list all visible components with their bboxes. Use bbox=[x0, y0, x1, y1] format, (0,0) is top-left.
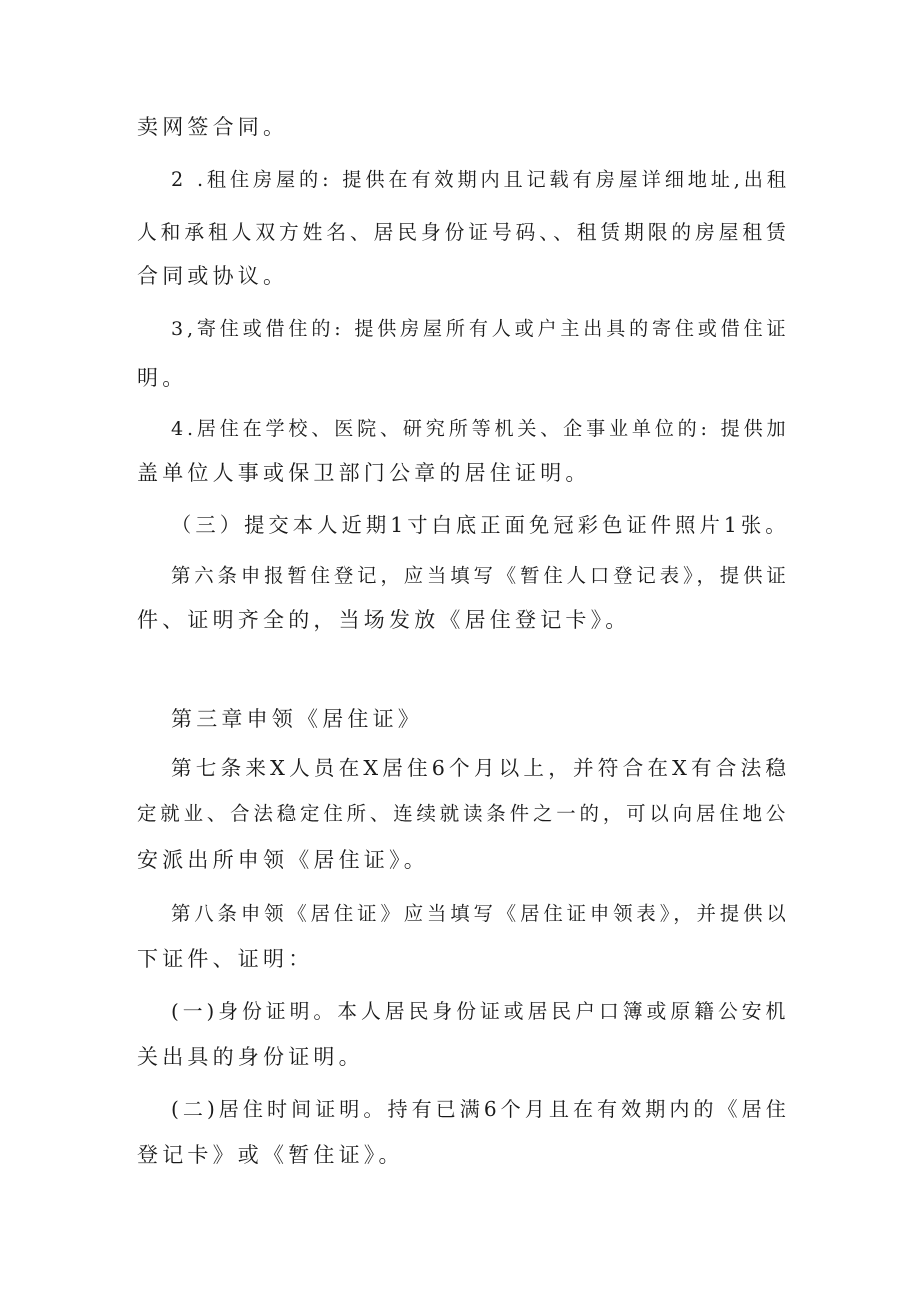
text-line: 第八条申领《居住证》应当填写《居住证申领表》，并提供以 bbox=[171, 902, 790, 925]
text-line: 3,寄住或借住的: 提供房屋所有人或户主出具的寄住或借住证 bbox=[171, 318, 790, 340]
text-line: 人和承租人双方姓名、居民身份证号码、、租赁期限的房屋租赁 bbox=[137, 221, 790, 244]
text-line: 4.居住在学校、医院、研究所等机关、企事业单位的: 提供加 bbox=[171, 418, 790, 440]
text-line: 2 .租住房屋的: 提供在有效期内且记载有房屋详细地址,出租 bbox=[171, 168, 790, 191]
text-line: 登记卡》或《暂住证》。 bbox=[137, 1143, 404, 1167]
text-line: (二)居住时间证明。持有已满6个月且在有效期内的《居住 bbox=[171, 1097, 790, 1121]
text-line: 第六条申报暂住登记，应当填写《暂住人口登记表》，提供证 bbox=[171, 564, 790, 587]
section-heading: 第三章申领《居住证》 bbox=[171, 707, 423, 731]
text-line: 件、证明齐全的，当场发放《居住登记卡》。 bbox=[137, 608, 631, 632]
text-line: 关出具的身份证明。 bbox=[137, 1045, 364, 1069]
text-line: 第七条来X人员在X居住6个月以上，并符合在X有合法稳 bbox=[171, 756, 791, 780]
text-line: 下证件、证明： bbox=[137, 947, 314, 971]
text-line: 盖单位人事或保卫部门公章的居住证明。 bbox=[137, 461, 591, 485]
text-line: 安派出所申领《居住证》。 bbox=[137, 848, 429, 872]
text-line: 定就业、合法稳定住所、连续就读条件之一的，可以向居住地公 bbox=[137, 802, 790, 825]
text-line: (一)身份证明。本人居民身份证或居民户口簿或原籍公安机 bbox=[171, 1000, 790, 1023]
text-line: 合同或协议。 bbox=[137, 264, 289, 288]
text-line: （三）提交本人近期1寸白底正面免冠彩色证件照片1张。 bbox=[171, 513, 790, 537]
text-line: 卖网签合同。 bbox=[137, 115, 289, 139]
text-line: 明。 bbox=[137, 366, 188, 390]
